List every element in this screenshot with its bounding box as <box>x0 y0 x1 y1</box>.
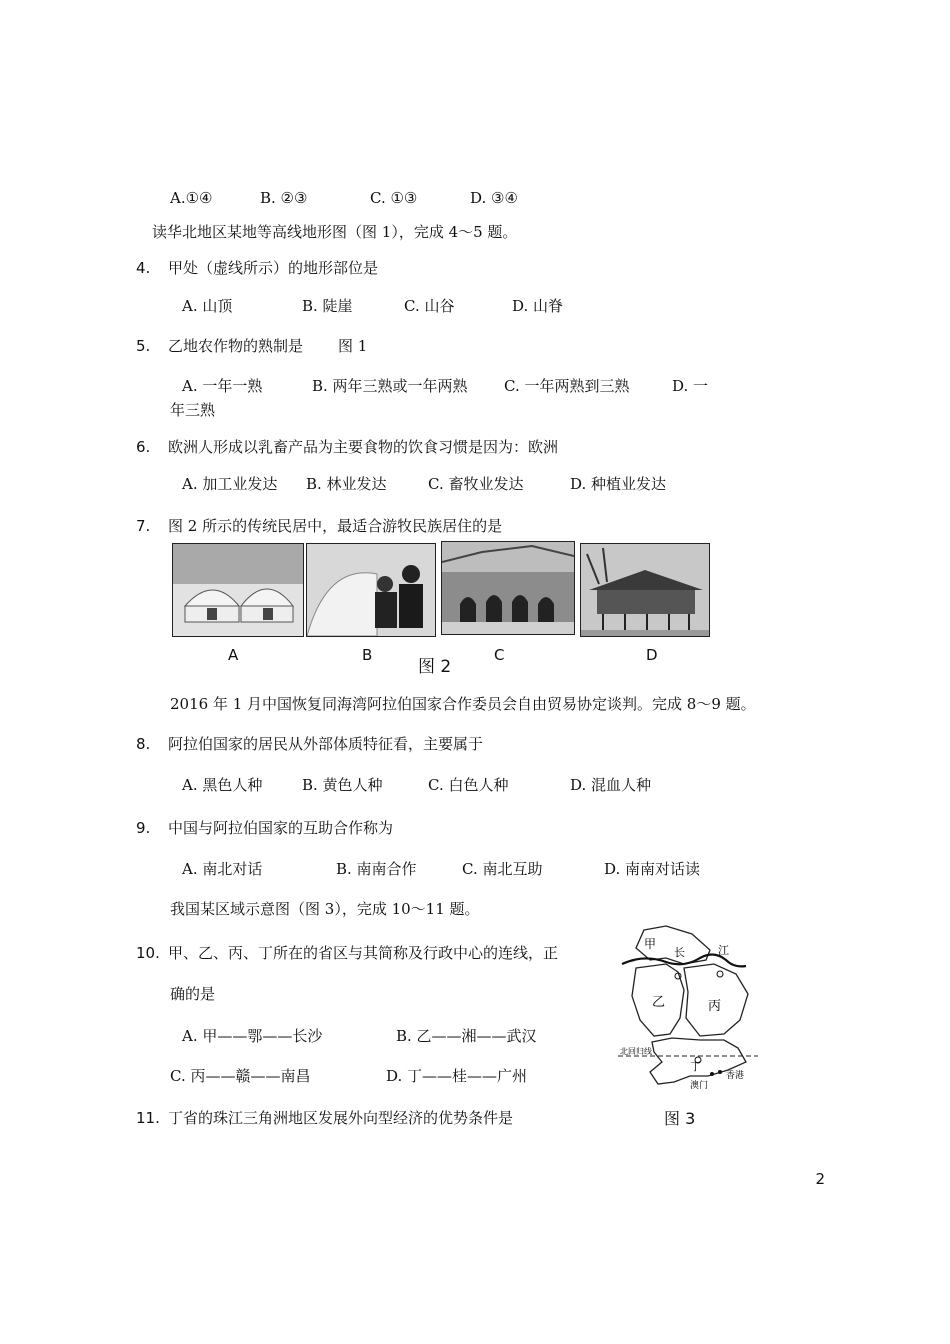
intro-8-9: 2016 年 1 月中国恢复同海湾阿拉伯国家合作委员会自由贸易协定谈判。完成 8～9 题。 <box>170 695 756 713</box>
map-label-macau: 澳门 <box>690 1081 709 1091</box>
question-number: 6. <box>136 438 151 456</box>
q10-option-d: D. 丁——桂——广州 <box>386 1067 528 1085</box>
q9-option-d: D. 南南对话读 <box>604 860 701 878</box>
q5-option-d-wrap: 年三熟 <box>170 401 216 419</box>
map-label-jia: 甲 <box>644 937 657 951</box>
figure-2-caption: 图 2 <box>418 657 452 677</box>
question-number: 5. <box>136 337 151 355</box>
intro-4-5: 读华北地区某地等高线地形图（图 1），完成 4～5 题。 <box>152 223 518 241</box>
q4-option-d: D. 山脊 <box>512 297 564 315</box>
photo-b-igloo <box>306 543 436 637</box>
q9-option-a: A. 南北对话 <box>182 860 263 878</box>
q6-option-c: C. 畜牧业发达 <box>428 475 524 493</box>
map-label-bing: 丙 <box>708 999 722 1014</box>
map-label-jiang: 江 <box>718 944 729 957</box>
photo-d-stilt-house <box>580 543 710 637</box>
question-7 <box>136 516 502 536</box>
question-10-continued: 确的是 <box>170 985 216 1003</box>
q5-option-c: C. 一年两熟到三熟 <box>504 377 630 395</box>
question-number: 10. <box>136 944 160 962</box>
question-5 <box>136 336 303 356</box>
q10-option-b: B. 乙——湘——武汉 <box>396 1027 537 1045</box>
city-dot <box>718 1070 722 1074</box>
q9-option-b: B. 南南合作 <box>336 860 417 878</box>
question-text: 阿拉伯国家的居民从外部体质特征看，主要属于 <box>168 735 484 753</box>
q6-option-d: D. 种植业发达 <box>570 475 667 493</box>
question-text: 欧洲人形成以乳畜产品为主要食物的饮食习惯是因为：欧洲 <box>168 438 559 456</box>
q5-option-b: B. 两年三熟或一年两熟 <box>312 377 468 395</box>
question-number: 11. <box>136 1109 160 1127</box>
intro-10-11: 我国某区域示意图（图 3），完成 10～11 题。 <box>170 900 480 918</box>
question-number: 9. <box>136 819 151 837</box>
region-map <box>614 924 764 1094</box>
q3-option-b: B. ②③ <box>260 189 308 207</box>
question-text: 乙地农作物的熟制是 <box>168 337 304 355</box>
question-text: 丁省的珠江三角洲地区发展外向型经济的优势条件是 <box>168 1109 514 1127</box>
city-dot <box>710 1072 714 1076</box>
photo-label-c: C <box>494 646 505 664</box>
question-8 <box>136 734 483 754</box>
map-svg <box>614 924 764 1094</box>
map-label-chang: 长 <box>674 946 685 959</box>
question-4 <box>136 258 378 278</box>
photo-label-d: D <box>646 646 658 664</box>
question-number: 7. <box>136 517 151 535</box>
q3-option-d: D. ③④ <box>470 189 518 207</box>
question-9 <box>136 818 393 838</box>
q10-option-c: C. 丙——赣——南昌 <box>170 1067 311 1085</box>
photo-c-cave-dwelling <box>441 541 575 635</box>
q8-option-b: B. 黄色人种 <box>302 776 383 794</box>
photo-a-yurts <box>172 543 304 637</box>
question-number: 4. <box>136 259 151 277</box>
map-label-yi: 乙 <box>652 995 666 1010</box>
q8-option-c: C. 白色人种 <box>428 776 509 794</box>
city-dot <box>717 971 723 977</box>
q5-option-a: A. 一年一熟 <box>182 377 263 395</box>
q3-option-c: C. ①③ <box>370 189 418 207</box>
figure-3-caption: 图 3 <box>664 1109 696 1128</box>
q6-option-b: B. 林业发达 <box>306 475 387 493</box>
map-label-ding: 丁 <box>690 1060 701 1073</box>
q6-option-a: A. 加工业发达 <box>182 475 278 493</box>
q10-option-a: A. 甲——鄂——长沙 <box>182 1027 323 1045</box>
question-text: 甲、乙、丙、丁所在的省区与其简称及行政中心的连线，正 <box>168 944 559 962</box>
map-label-hk: 香港 <box>726 1071 745 1081</box>
q4-option-b: B. 陡崖 <box>302 297 353 315</box>
map-label-tropic: 北回归线 <box>620 1047 652 1056</box>
q5-option-d: D. 一 <box>672 377 709 395</box>
page-number: 2 <box>815 1170 825 1188</box>
question-11 <box>136 1108 513 1128</box>
photo-label-b: B <box>362 646 373 664</box>
question-text: 甲处（虚线所示）的地形部位是 <box>168 259 379 277</box>
figure-1-label: 图 1 <box>338 337 368 355</box>
question-text: 图 2 所示的传统民居中，最适合游牧民族居住的是 <box>168 517 503 535</box>
q4-option-a: A. 山顶 <box>182 297 233 315</box>
q8-option-a: A. 黑色人种 <box>182 776 263 794</box>
q8-option-d: D. 混血人种 <box>570 776 652 794</box>
question-text: 中国与阿拉伯国家的互助合作称为 <box>168 819 394 837</box>
q9-option-c: C. 南北互助 <box>462 860 543 878</box>
question-6 <box>136 437 558 457</box>
q4-option-c: C. 山谷 <box>404 297 455 315</box>
question-10 <box>136 943 558 963</box>
q3-option-a: A.①④ <box>170 189 213 207</box>
question-number: 8. <box>136 735 151 753</box>
photo-label-a: A <box>228 646 239 664</box>
